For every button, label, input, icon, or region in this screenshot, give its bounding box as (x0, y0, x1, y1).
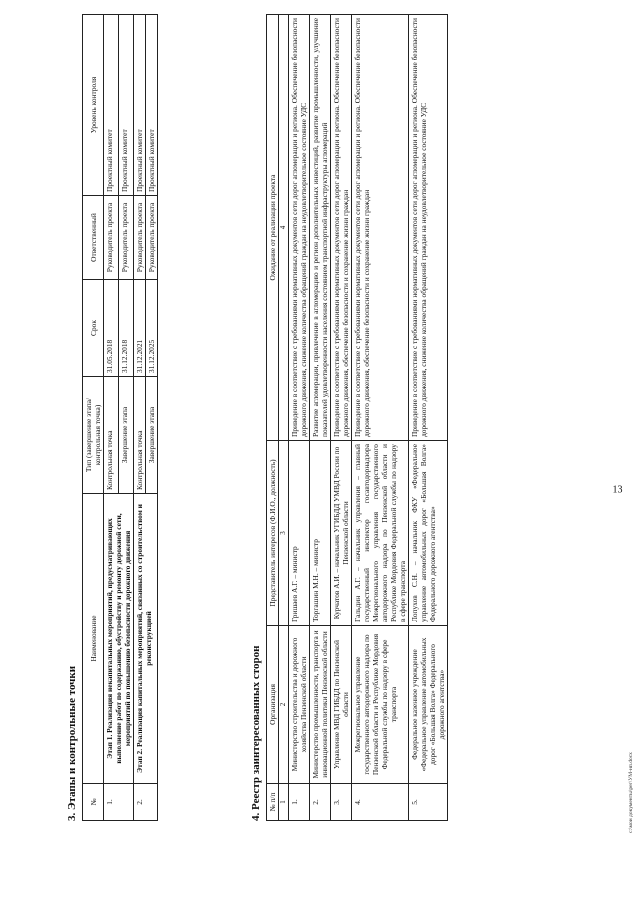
stage-type: Завершение этапа (146, 377, 158, 494)
stakeholder-org: Министерство строительства и дорожного хозяйства Пензенской области (288, 626, 309, 784)
stage-resp: Руководитель проекта (119, 196, 134, 280)
index-cell: 1 (279, 784, 289, 821)
stages-row (134, 15, 146, 821)
stakeholder-num: 5. (408, 784, 447, 821)
stage-num: 1. (104, 784, 134, 821)
index-cell: 3 (279, 441, 289, 626)
stage-level: Проектный комитет (146, 15, 158, 196)
stage-date: 31.12.2018 (119, 280, 134, 377)
stakeholder-rep: Торгашин М.Н. – министр (309, 441, 330, 626)
index-cell: 4 (279, 15, 289, 441)
stage-name: Этап 2. Реализация капитальных мероприятий, связанных со строительством и реконструкцией (134, 494, 158, 784)
stakeholder-row (288, 15, 309, 821)
stakeholder-num: 1. (288, 784, 309, 821)
stage-date: 31.12.2021 (134, 280, 146, 377)
stakeholder-org: Федеральное казенное учреждение «Федеральное управление автомобильных дорог «Большая Волга» Федерального дорожного агентства» (408, 626, 447, 784)
stage-resp: Руководитель проекта (134, 196, 146, 280)
stages-col-type: Тип (завершение этапа/контрольная точка) (83, 377, 104, 494)
section-3-title: 3. Этапы и контрольные точки (66, 665, 78, 821)
stakeholder-expectation: Развитие агломерации, привлечение в агломерацию и регион дополнительных инвестиций, развитие промышленности, улучшение показателей удовлетворенности населения состоянием транспортной инфраструктуры агломераций (309, 15, 330, 441)
stages-col-level: Уровень контроля (83, 15, 104, 196)
stakeholder-row (408, 15, 447, 821)
stage-level: Проектный комитет (134, 15, 146, 196)
stakeholder-rep: Лопухов С.Н. – начальник ФКУ «Федеральное управление автомобильных дорог «Большая Волга» Федерального дорожного агентства» (408, 441, 447, 626)
stakeholder-rep: Гальдин А.Г. – начальник управления – главный государственный инспектор госавтодорнадзора Межрегионального управления государственного автодорожного надзора по Пензенской области и Республике Мордовия Федеральной службы по надзору в сфере транспорта (351, 441, 408, 626)
stakeholders-col-rep: Представитель интересов (Ф.И.О., должность) (267, 441, 279, 626)
stages-row (104, 15, 119, 821)
stages-col-num: № (83, 784, 104, 821)
stage-type: Контрольная точка (104, 377, 119, 494)
page-number: 13 (612, 484, 623, 496)
stakeholder-rep: Курчатов А.И. – начальник УГИБДД УМВД России по Пензенской области (330, 441, 351, 626)
footer-file-path: c:\мои документы\рег\УМ-нп.docx (628, 752, 634, 833)
stage-resp: Руководитель проекта (104, 196, 119, 280)
stakeholder-row (309, 15, 330, 821)
stage-level: Проектный комитет (119, 15, 134, 196)
stakeholder-row (330, 15, 351, 821)
stages-header-row (83, 15, 104, 821)
stage-name: Этап 1. Реализация некапитальных мероприятий, предусматривающих выполнение работ по содержанию, обустройству и ремонту дорожной сети, мероприятий по повышению безопасности дорожного движения (104, 494, 134, 784)
stage-level: Проектный комитет (104, 15, 119, 196)
stages-table (82, 14, 158, 821)
stages-col-date: Срок (83, 280, 104, 377)
stakeholder-org: Министерство промышленности, транспорта и инновационной политики Пензенской области (309, 626, 330, 784)
stakeholders-col-exp: Ожидание от реализации проекта (267, 15, 279, 441)
stakeholders-header-row (267, 15, 279, 821)
stakeholder-expectation: Приведение в соответствие с требованиями нормативных документов сети дорог агломерации и региона. Обеспечение безопасности дорожного движения, снижение количества обращений граждан на неудовлетворительное состояние УДС (288, 15, 309, 441)
stakeholders-col-num: № п/п (267, 784, 279, 821)
stakeholder-num: 2. (309, 784, 330, 821)
stakeholder-org: Управление МВД ГИБДД по Пензенской области (330, 626, 351, 784)
stakeholders-index-row (279, 15, 289, 821)
stages-col-name: Наименование (83, 494, 104, 784)
stages-col-resp: Ответственный (83, 196, 104, 280)
index-cell: 2 (279, 626, 289, 784)
stakeholder-row (351, 15, 408, 821)
section-4-title: 4. Реестр заинтересованных сторон (250, 645, 262, 821)
stakeholder-expectation: Приведение в соответствие с требованиями нормативных документов сети дорог агломерации и региона. Обеспечение безопасности дорожного движения, снижение количества обращений граждан на неудовлетворительное состояние УДС (408, 15, 447, 441)
stakeholder-rep: Гришаев А.Г. – министр (288, 441, 309, 626)
stakeholder-org: Межрегиональное управление государственного автодорожного надзора по Пензенской области и Республике Мордовия Федеральной службы по надзору в сфере транспорта (351, 626, 408, 784)
stakeholders-table (266, 14, 448, 821)
stakeholder-expectation: Приведение в соответствие с требованиями нормативных документов сети дорог агломерации и региона. Обеспечение безопасности дорожного движения, обеспечение безопасности и сохранение жизни граждан (351, 15, 408, 441)
stage-type: Завершение этапа (119, 377, 134, 494)
stakeholders-col-org: Организация (267, 626, 279, 784)
stakeholder-expectation: Приведение в соответствие с требованиями нормативных документов сети дорог агломерации и региона. Обеспечение безопасности дорожного движения, обеспечение безопасности и сохранение жизни граждан (330, 15, 351, 441)
stage-date: 31.12.2025 (146, 280, 158, 377)
stage-type: Контрольная точка (134, 377, 146, 494)
stage-resp: Руководитель проекта (146, 196, 158, 280)
stakeholder-num: 3. (330, 784, 351, 821)
stage-date: 31.05.2018 (104, 280, 119, 377)
stage-num: 2. (134, 784, 158, 821)
stakeholder-num: 4. (351, 784, 408, 821)
